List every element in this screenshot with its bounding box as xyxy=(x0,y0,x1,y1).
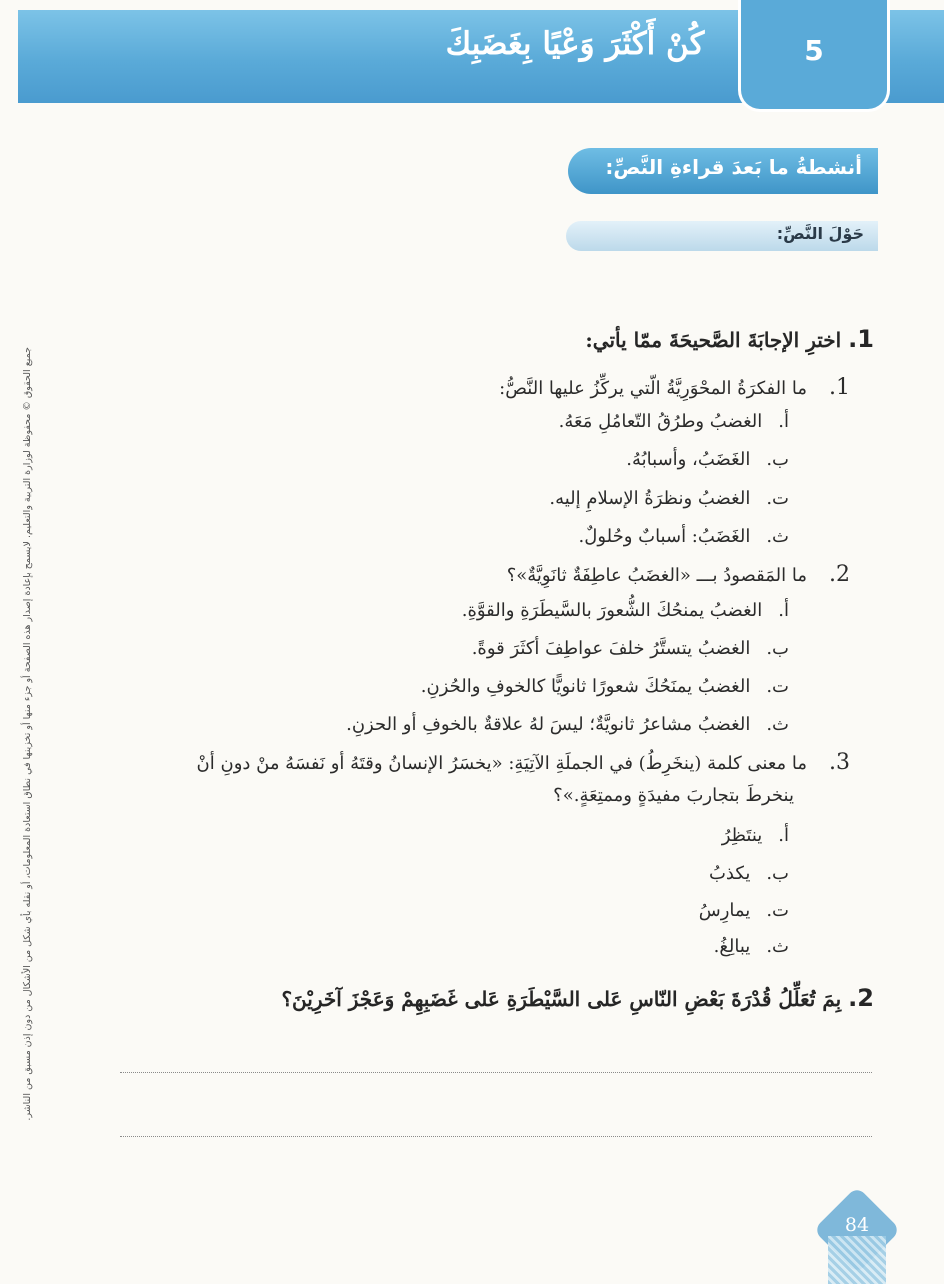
option-letter: أ. xyxy=(778,825,789,846)
question-2-text: بِمَ تُعَلِّلُ قُدْرَةَ بَعْضِ النّاسِ عَلى السَّيْطَرَةِ عَلى غَضَبِهِمْ وَعَجْزَ آخَرِيْنَ؟ xyxy=(281,987,842,1011)
subsection-heading xyxy=(566,221,878,251)
section-heading-text: أنشطةُ ما بَعدَ قراءةِ النَّصِّ: xyxy=(605,155,862,179)
option-1a[interactable] xyxy=(559,411,789,432)
lesson-title: كُنْ أَكْثَرَ وَعْيًا بِغَضَبِكَ xyxy=(445,26,705,62)
question-2 xyxy=(281,984,874,1012)
option-letter: ث. xyxy=(766,936,789,957)
chapter-badge xyxy=(738,0,890,112)
option-text: يبالِغُ. xyxy=(713,936,751,957)
option-3c[interactable] xyxy=(699,900,789,921)
option-text: يكذبُ xyxy=(708,863,751,884)
option-1b[interactable] xyxy=(626,449,789,470)
option-text: الغَضَبُ: أسبابٌ وحُلولٌ. xyxy=(578,526,751,547)
option-2a[interactable] xyxy=(462,600,789,621)
option-letter: ث. xyxy=(766,714,789,735)
option-text: الغضبُ يمنحُكَ الشُّعورَ بالسَّيطَرَةِ والقوَّةِ. xyxy=(461,600,763,621)
option-text: ينتَظِرُ xyxy=(721,825,763,846)
question-1-text: اخترِ الإجابَةَ الصَّحيحَةَ ممّا يأتي: xyxy=(585,328,842,352)
question-2-number: 2. xyxy=(848,984,874,1012)
option-text: الغضبُ يتستَّرُ خلفَ عواطِفَ أكثَرَ قوةً. xyxy=(471,638,751,659)
option-letter: ت. xyxy=(766,488,789,509)
copyright-note: جميع الحقوق © محفوظة لوزارة التربية والتعليم. لايسمح بإعادة إصدار هذه الصفحة أو جزء منها أو تخزينها في نطاق استعادة المعلومات، أو نقله بأي شكل من الأشكال من دون إذن مسبق من الناشر. xyxy=(22,347,33,1121)
question-1 xyxy=(585,325,874,353)
sub-question-2-number: 2. xyxy=(829,562,850,587)
sub-question-2-text: ما المَقصودُ بـــ «الغضَبُ عاطِفَةٌ ثانَوِيَّةٌ»؟ xyxy=(506,565,807,586)
option-1c[interactable] xyxy=(549,488,789,509)
option-letter: ث. xyxy=(766,526,789,547)
sub-question-3-number: 3. xyxy=(829,750,850,775)
option-1d[interactable] xyxy=(579,526,789,547)
option-text: الغضبُ يمنَحُكَ شعورًا ثانويًّا كالخوفِ والحُزنِ. xyxy=(420,676,751,697)
sub-question-3-text: ما معنى كلمة (ينخَرِطُ) في الجملَةِ الآتِيَةِ: «يخسَرُ الإنسانُ وقتَهُ أو نَفسَهُ منْ دونِ أنْ xyxy=(196,753,807,774)
option-text: الغضبُ وطرُقُ التّعامُلِ مَعَهُ. xyxy=(558,411,763,432)
subsection-heading-text: حَوْلَ النَّصِّ: xyxy=(776,224,864,243)
option-letter: أ. xyxy=(778,600,789,621)
page-number-pattern xyxy=(828,1236,886,1284)
option-2d[interactable] xyxy=(346,714,789,735)
option-letter: ب. xyxy=(766,638,789,659)
option-2c[interactable] xyxy=(421,676,789,697)
page-number: 84 xyxy=(844,1214,870,1236)
sub-question-1-number: 1. xyxy=(829,375,850,400)
answer-line-1[interactable] xyxy=(120,1072,872,1073)
option-text: يمارِسُ xyxy=(698,900,751,921)
option-letter: ت. xyxy=(766,900,789,921)
option-text: الغضبُ مشاعرُ ثانويَّةٌ؛ ليسَ لهُ علاقةٌ بالخوفِ أو الحزنِ. xyxy=(346,714,751,735)
sub-question-1 xyxy=(499,375,850,400)
option-letter: أ. xyxy=(778,411,789,432)
sub-question-1-text: ما الفكرَةُ المحْوَرِيَّةُ الّتي يركِّزُ عليها النَّصُّ: xyxy=(499,378,807,399)
option-letter: ب. xyxy=(766,449,789,470)
sub-question-3 xyxy=(197,750,850,775)
answer-line-2[interactable] xyxy=(120,1136,872,1137)
option-3b[interactable] xyxy=(709,863,789,884)
sub-question-2 xyxy=(507,562,850,587)
option-2b[interactable] xyxy=(472,638,789,659)
sub-question-3-continuation: ينخرطَ بتجاربَ مفيدَةٍ وممتِعَةٍ.»؟ xyxy=(553,785,794,806)
option-text: الغضبُ ونظرَةُ الإسلامِ إليه. xyxy=(549,488,751,509)
option-letter: ت. xyxy=(766,676,789,697)
section-heading xyxy=(568,148,878,194)
option-text: الغَضَبُ، وأسبابُهُ. xyxy=(626,449,751,470)
option-3a[interactable] xyxy=(722,825,789,846)
question-1-number: 1. xyxy=(848,325,874,353)
chapter-number: 5 xyxy=(804,34,824,67)
option-letter: ب. xyxy=(766,863,789,884)
option-3d[interactable] xyxy=(714,936,789,957)
